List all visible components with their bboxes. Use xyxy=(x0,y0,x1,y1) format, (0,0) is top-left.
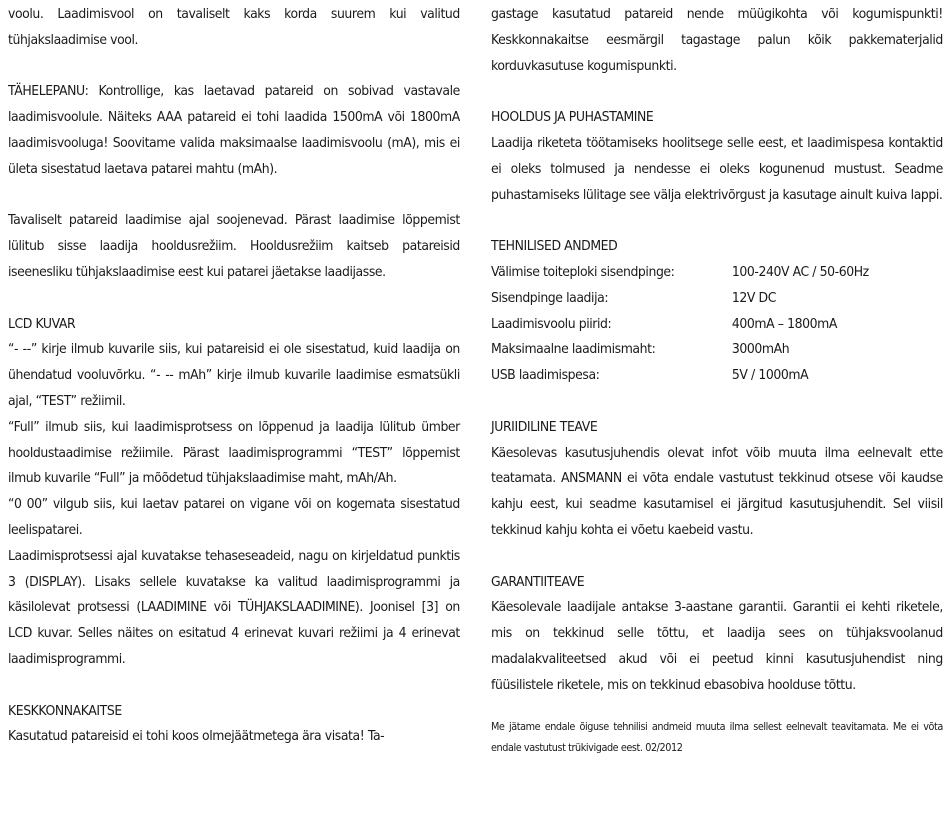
lcd-paragraph-4: Laadimisprotsessi ajal kuvatakse tehaseseadeid, nagu on kirjeldatud punktis 3 (DISPLAY). Lisaks sellele kuvatakse ka valitud laadimisprogrammi ja käsilolevat protsessi (LAADIMINE või TÜHJAKSLAADIMINE). Joonisel [3] on LCD kuvar. Selles näites on esitatud 4 erinevat kuvari režiimi ja 4 erinevat laadimisprogrammi. xyxy=(8,548,460,667)
environment-paragraph: Kasutatud patareisid ei tohi koos olmejäätmetega ära visata! Ta- xyxy=(8,729,385,745)
care-paragraph: Laadija riketeta töötamiseks hoolitsege selle eest, et laadimispesa kontaktid ei oleks tolmused ja nendesse ei oleks kogunenud mustust. Seadme puhastamiseks lülitage see välja elektrivõrgust ja kasutage ainult kuiva lappi. xyxy=(491,135,943,203)
tech-heading: TEHNILISED ANDMED xyxy=(491,239,618,255)
heat-paragraph: Tavaliselt patareid laadimise ajal soojenevad. Pärast laadimise lõppemist lülitub sisse laadija hooldusrežiim. Hooldusrežiim kaitseb patareisid iseenesliku tühjakslaadimise eest kui patarei jäetakse laadijasse. xyxy=(8,213,460,280)
spec-label: Laadimisvoolu piirid: xyxy=(491,316,612,332)
spec-label: Maksimaalne laadimismaht: xyxy=(491,342,656,358)
warning-paragraph: TÄHELEPANU: Kontrollige, kas laetavad patareid on sobivad vastavale laadimisvoolule. Näiteks AAA patareid ei tohi laadida 1500mA või 1800mA laadimisvooluga! Soovitame valida maksimaalse laadimisvoolu (mA), mis ei ületa sisestatud laetava patarei mahtu (mAh). xyxy=(8,84,460,177)
environment-heading: KESKKONNAKAITSE xyxy=(8,703,122,719)
intro-paragraph: voolu. Laadimisvool on tavaliselt kaks korda suurem kui valitud tühjakslaadimise vool. xyxy=(8,7,460,48)
legal-paragraph: Käesolevas kasutusjuhendis olevat infot võib muuta ilma eelnevalt ette teatamata. ANSMANN ei võta endale vastutust tekkinud otsese või kaudse kahju eest, kui seadme kasutamisel ei järgitud kasutusjuhendit. Sel viisil tekkinud kahju kohta ei võetu kaebeid vastu. xyxy=(491,445,943,538)
spec-label: USB laadimispesa: xyxy=(491,368,600,384)
warranty-heading: GARANTIITEAVE xyxy=(491,574,585,590)
right-column xyxy=(491,2,943,760)
spec-row xyxy=(491,337,943,363)
left-column xyxy=(8,2,460,750)
legal-heading: JURIIDILINE TEAVE xyxy=(491,419,598,435)
spec-value: 100-240V AC / 50-60Hz xyxy=(731,264,869,280)
lcd-paragraph-3: “0 00” vilgub siis, kui laetav patarei on vigane või on kogemata sisestatud leelispatarei. xyxy=(8,497,460,538)
spec-label: Sisendpinge laadija: xyxy=(491,290,609,306)
spec-value: 12V DC xyxy=(731,290,776,306)
spec-row xyxy=(491,260,943,286)
footnote: Me jätame endale õiguse tehnilisi andmeid muuta ilma sellest eelnevalt teavitamata. Me ei võta endale vastutust trükivigade eest. 02/2012 xyxy=(491,720,943,755)
lcd-paragraph-1: “- --” kirje ilmub kuvarile siis, kui patareisid ei ole sisestatud, kuid laadija on ühendatud vooluvõrku. “- -- mAh” kirje ilmub kuvarile laadimise esmatsükli ajal, “TEST” režiimil. xyxy=(8,342,460,409)
spec-label: Välimise toiteploki sisendpinge: xyxy=(491,264,675,280)
spec-value: 400mA – 1800mA xyxy=(731,316,837,332)
spec-table xyxy=(491,260,943,389)
spec-value: 5V / 1000mA xyxy=(731,368,809,384)
spec-row xyxy=(491,312,943,338)
spec-row xyxy=(491,286,943,312)
spec-value: 3000mAh xyxy=(731,342,790,358)
warranty-paragraph: Käesolevale laadijale antakse 3-aastane garantii. Garantii ei kehti riketele, mis on tekkinud selle tõttu, et laadija sees on tühjaksvoolanud madalakvaliteetsed akud või ei peetud kinni kasutusjuhendist ning füüsilistele riketele, mis on tekkinud ebasobiva hoolduse tõttu. xyxy=(491,600,943,693)
lcd-paragraph-2: “Full” ilmub siis, kui laadimisprotsess on lõppenud ja laadija lülitub ümber hooldustaadimise režiimile. Pärast laadimisprogrammi “TEST” lõppemist ilmub kuvarile “Full” ja mõõdetud tühjakslaadimise maht, mAh/Ah. xyxy=(8,419,460,487)
spec-row xyxy=(491,363,943,389)
care-heading: HOOLDUS JA PUHASTAMINE xyxy=(491,110,654,126)
environment-continued-paragraph: gastage kasutatud patareid nende müügikohta või kogumispunkti! Keskkonnakaitse eesmärgil tagastage palun kõik pakkematerjalid korduvkasutuse kogumispunkti. xyxy=(491,7,943,74)
lcd-heading: LCD KUVAR xyxy=(8,316,76,332)
